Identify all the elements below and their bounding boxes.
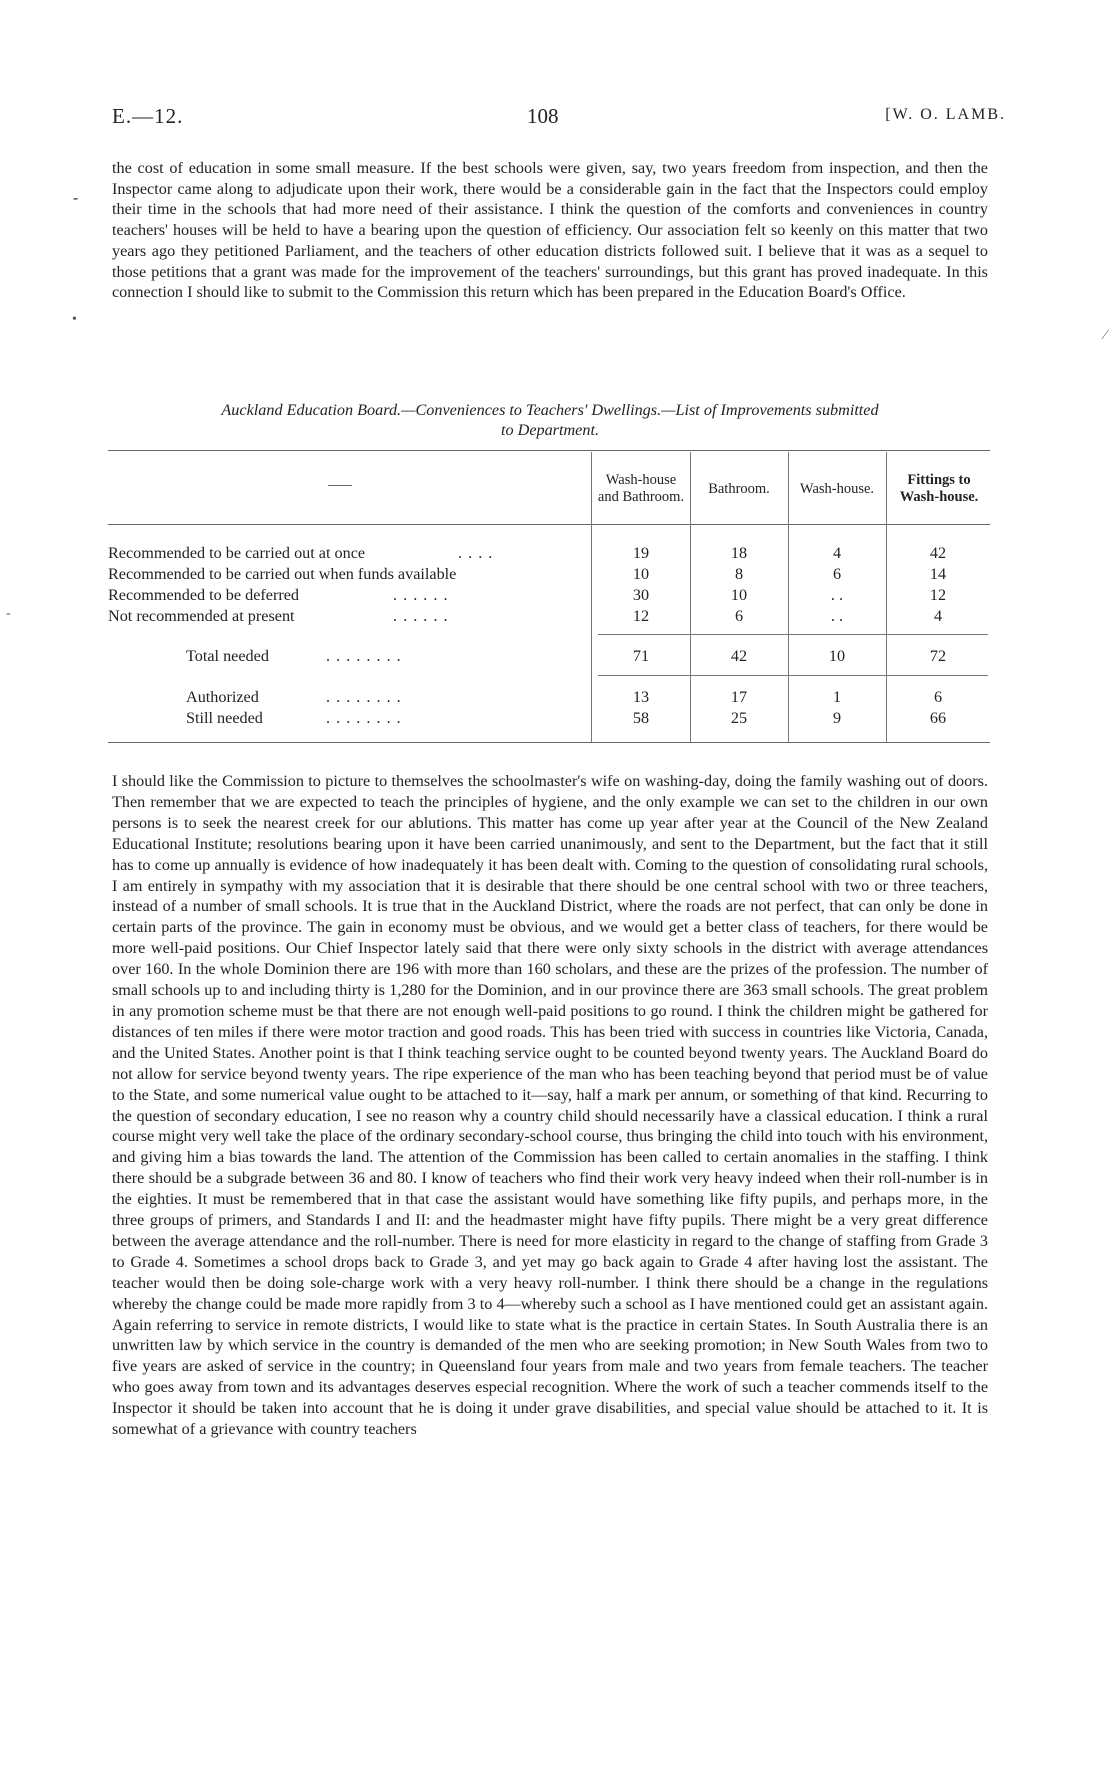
section-code: E.—12. xyxy=(112,104,184,128)
cell-value: 14 xyxy=(929,565,947,583)
total-rule xyxy=(598,634,988,635)
witness-name: [W. O. LAMB. xyxy=(885,106,1006,123)
table-header-rule xyxy=(108,524,990,525)
leader-dots: . . . . . . xyxy=(393,607,449,625)
leader-dots: . . . . xyxy=(458,544,494,562)
row-label: Still needed xyxy=(186,709,263,727)
row-label: Recommended to be deferred xyxy=(108,586,300,604)
row-label: Not recommended at present xyxy=(108,607,295,625)
cell-value: 10 xyxy=(632,565,650,583)
opening-paragraph: the cost of education in some small measure. If the best schools were given, say, two years freedom from inspection, and then the Inspector came along to adjudicate upon their work, there would be a considerable gain in the fact that the Inspectors could employ their time in the schools that had more need of their assistance. I think the question of the comforts and conveniences in country teachers' houses will be held to have a bearing upon the question of efficiency. Our association felt so keenly on this matter that two years ago they petitioned Parliament, and the teachers of other education districts followed suit. I believe that it was as a sequel to those petitions that a grant was made for the improvement of the teachers' surroundings, but this grant has proved inadequate. In this connection I should like to submit to the Commission this return which has been prepared in the Education Board's Office. xyxy=(112,159,988,302)
table-bottom-rule xyxy=(108,742,990,743)
row-label: Authorized xyxy=(186,688,259,706)
cell-value: 4 xyxy=(933,607,943,625)
row-label: Recommended to be carried out at once xyxy=(108,544,366,562)
cell-value: 9 xyxy=(832,709,842,727)
main-paragraph: I should like the Commission to picture to themselves the schoolmaster's wife on washing-day, doing the family washing out of doors. Then remember that we are expected to teach the principles of hygiene, and the only example we can set to the children in our own persons is to seek the nearest creek for our ablutions. This matter has come up year after year at the Council of the New Zealand Educational Institute; resolutions bearing upon it have been carried unanimously, and sent to the Department, but the fact that it still has to come up annually is evidence of how inadequately it has been dealt with. Coming to the question of consolidating rural schools, I am entirely in sympathy with my association that it is desirable that there should be one central school with two or three teachers, instead of a number of small schools. It is true that in the Auckland District, where the roads are not perfect, that can only be done in certain parts of the province. The gain in economy must be obvious, and we would get a better class of teachers, for there would be more well-paid positions. Our Chief Inspector lately said that there were only sixty schools in the district with average attendances over 160. In the whole Dominion there are 196 with more than 160 scholars, and these are the prizes of the profession. The number of small schools up to and including thirty is 1,280 for the Dominion, and in our province there are 363 small schools. The great problem in any promotion scheme must be that there are not enough well-paid positions to go round. I think the children might be gathered for distances of ten miles if there were motor traction and good roads. This has been tried with success in countries like Victoria, Canada, and the United States. Another point is that I think teaching service ought to be counted beyond twenty years. The Auckland Board do not allow for service beyond twenty years. The ripe experience of the man who has been teaching beyond that period must be of value to the State, and some numerical value ought to be attached to it—say, half a mark per annum, or something of that kind. Recurring to the question of secondary education, I see no reason why a country child should necessarily have a classical education. I think a rural course might very well take the place of the ordinary secondary-school course, thus bringing the child into touch with his environment, and giving him a bias towards the land. The attention of the Commission has been called to certain anomalies in the staffing. I think there should be a subgrade between 36 and 80. I know of teachers who find their work very heavy indeed when their roll-number is in the eighties. It must be remembered that in that case the assistant would have something like fifty pupils, and perhaps more, in the three groups of primers, and Standards I and II: and the headmaster might have fifty pupils. There might be a very great difference between the average attendance and the roll-number. There is need for more elasticity in regard to the change of staffing from Grade 3 to Grade 4. Sometimes a school drops back to Grade 3, and yet may go back again to Grade 4 after having lost the assistant. The teacher would then be doing sole-charge work with a very heavy roll-number. I think there should be a change in the regulations whereby the change could be made more rapidly from 3 to 4—whereby such a school as I have mentioned could get an assistant again. Again referring to service in remote districts, I would like to state what is the practice in certain States. In South Australia there is an unwritten law by which service in the country is demanded of the men who are seeking promotion; in New South Wales from two to five years are asked of service in the country; in Queensland four years from male and two years from female teachers. The teacher who goes away from town and its advantages deserves especial recognition. Where the work of such a teacher commends itself to the Inspector it should be taken into account that he is doing it under grave disabilities, and special value should be attached to it. It is somewhat of a grievance with country teachers xyxy=(112,772,988,1439)
column-header-washhouse-bathroom: Wash-house and Bathroom. xyxy=(597,472,685,505)
margin-mark: • xyxy=(72,312,77,327)
column-header-fittings: Fittings to Wash-house. xyxy=(899,472,979,505)
table-row xyxy=(108,586,990,607)
cell-value: 18 xyxy=(730,544,748,562)
table-caption-line: Auckland Education Board.—Conveniences to Teachers' Dwellings.—List of Improvements submitted xyxy=(221,401,879,419)
table-row xyxy=(108,544,990,565)
table-row xyxy=(108,565,990,586)
row-label: Total needed xyxy=(186,647,269,665)
cell-value: 30 xyxy=(632,586,650,604)
cell-value: 42 xyxy=(929,544,947,562)
table-top-rule xyxy=(108,450,990,451)
cell-value: 72 xyxy=(929,647,947,665)
leader-dots: . . . . . . . . xyxy=(326,688,402,706)
cell-value: 19 xyxy=(632,544,650,562)
cell-value: 71 xyxy=(632,647,650,665)
cell-value: 13 xyxy=(632,688,650,706)
cell-value: 58 xyxy=(632,709,650,727)
leader-dots: . . . . . . xyxy=(393,586,449,604)
cell-value: . . xyxy=(830,586,844,604)
table-caption xyxy=(112,400,988,440)
margin-mark: ⁄ xyxy=(1104,328,1107,343)
cell-value: 6 xyxy=(933,688,943,706)
table-caption-line: to Department. xyxy=(500,421,599,439)
cell-value: 25 xyxy=(730,709,748,727)
cell-value: 10 xyxy=(828,647,846,665)
cell-value: 10 xyxy=(730,586,748,604)
leader-dots: . . . . . . . . xyxy=(326,647,402,665)
table-row-still-needed xyxy=(108,709,990,730)
improvements-table xyxy=(108,450,990,745)
page-header xyxy=(112,104,1006,134)
cell-value: 17 xyxy=(730,688,748,706)
authorized-rule xyxy=(598,675,988,676)
leader-dots: . . . . . . . . xyxy=(326,709,402,727)
column-header-washhouse: Wash-house. xyxy=(799,480,875,497)
table-row-total xyxy=(108,647,990,668)
table-row-authorized xyxy=(108,688,990,709)
cell-value: 12 xyxy=(929,586,947,604)
column-header-bathroom: Bathroom. xyxy=(708,480,770,497)
stub-header xyxy=(328,485,352,486)
cell-value: 6 xyxy=(832,565,842,583)
margin-mark: ⁃ xyxy=(72,193,79,208)
cell-value: 4 xyxy=(832,544,842,562)
cell-value: 42 xyxy=(730,647,748,665)
row-label: Recommended to be carried out when funds available xyxy=(108,565,457,583)
cell-value: . . xyxy=(830,607,844,625)
cell-value: 6 xyxy=(734,607,744,625)
table-row xyxy=(108,607,990,628)
margin-mark: - xyxy=(6,606,11,621)
cell-value: 66 xyxy=(929,709,947,727)
cell-value: 12 xyxy=(632,607,650,625)
page-number: 108 xyxy=(527,104,559,128)
cell-value: 1 xyxy=(832,688,842,706)
cell-value: 8 xyxy=(734,565,744,583)
